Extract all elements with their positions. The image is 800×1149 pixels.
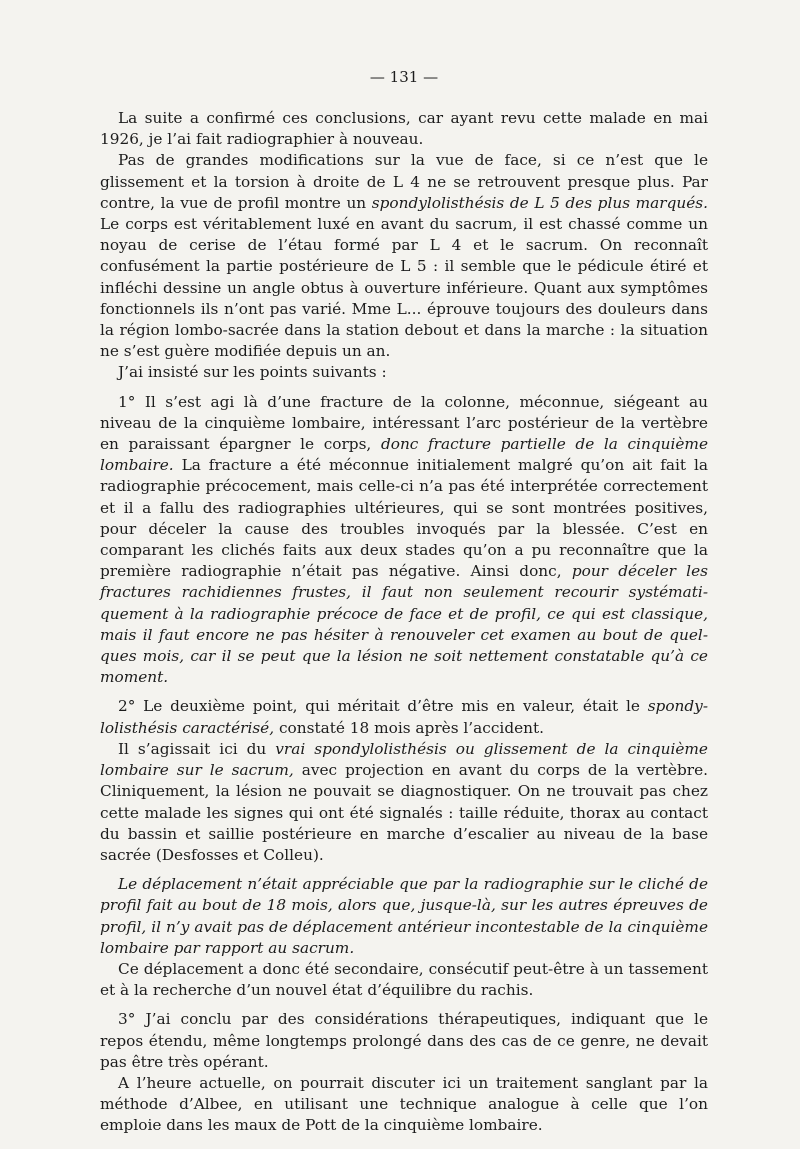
- paragraph: [100, 874, 708, 959]
- text-run: Le corps est véritablement luxé en avant du sacrum, il est chassé comme un noyau de cerise de l’étau formé par L 4 et le sacrum. On reconnaît confusément la partie postérieure de L 5 : il semble que le pédicule étiré et infléchi dessine un angle obtus à ouverture inférieure. Quant aux symptômes fonctionnels ils n’ont pas varié. Mme L... éprouve toujours des douleurs dans la région lombo-sacrée dans la station debout et dans la marche : la situation ne s’est guère modifiée depuis un an.: [100, 215, 708, 361]
- page-number: — 131 —: [369, 68, 439, 86]
- italic-run: Le déplacement n’était appréciable que par la radiographie sur le cliché de profil fait au bout de 18 mois, alors que, jusque-là, sur les autres épreuves de profil, il n’y avait pas de déplacement antérieur incontestable de la cinquième lombaire par rapport au sacrum.: [100, 875, 708, 957]
- paragraph: [100, 392, 708, 689]
- paragraph: [100, 959, 708, 1001]
- text-run: Il s’agissait ici du: [118, 739, 276, 758]
- text-run: La fracture a été méconnue initialement malgré qu’on ait fait la radiographie précocement, mais celle-ci n’a pas été interprétée correctement et il a fallu des radiographies ultérieures, qui se sont montrées positives, pour déceler la cause des troubles invoqués par la blessée. C’est en comparant les clichés faits aux deux stades qu’on a pu reconnaître que la première radiographie n’était pas négative. Ainsi donc,: [100, 456, 708, 581]
- text-run: 3° J’ai conclu par des considérations thérapeutiques, indiquant que le repos étendu, même longtemps prolongé dans des cas de ce genre, ne devait pas être très opérant.: [100, 1010, 708, 1071]
- paragraph: [100, 362, 708, 383]
- text-run: avec projection en avant du corps de la vertèbre. Cliniquement, la lésion ne pouvait se diagnostiquer. On ne trouvait pas chez cette malade les signes qui ont été signalés : taille réduite, thorax au contact du bassin et saillie postérieure en marche d’escalier au niveau de la base sacrée (Desfosses et Colleu).: [100, 761, 708, 864]
- italic-run: spondylolisthésis de L 5 des plus marqués.: [371, 193, 709, 212]
- paragraph: [100, 1009, 708, 1073]
- italic-run: vrai spondylolisthésis ou glissement de la cinquième lombaire sur le sacrum,: [100, 739, 708, 780]
- text-run: 2° Le deuxième point, qui méritait d’être mis en valeur, était le: [118, 697, 648, 716]
- text-run: J’ai insisté sur les points suivants :: [118, 363, 387, 382]
- paragraph: [100, 696, 708, 738]
- text-run: 1° Il s’est agi là d’une fracture de la colonne, méconnue, siégeant au niveau de la cinquième lombaire, intéressant l’arc postérieur de la vertèbre en paraissant épargner le corps,: [100, 392, 708, 454]
- italic-run: pour déceler les fractures rachidiennes frustes, il faut non seulement recourir systématiquement à la radiographie précoce de face et de profil, ce qui est classique, mais il faut encore ne pas hésiter à renouveler cet examen au bout de quelques mois, car il se peut que la lésion ne soit nettement constatable qu’à ce moment.: [100, 562, 708, 687]
- paragraph: [100, 150, 708, 362]
- text-run: A l’heure actuelle, on pourrait discuter ici un traitement sanglant par la méthode d’Albee, en utilisant une technique analogue à celle que l’on emploie dans les maux de Pott de la cinquième lombaire.: [100, 1073, 708, 1135]
- text-run: Ce déplacement a donc été secondaire, consécutif peut-être à un tassement et à la recherche d’un nouvel état d’équilibre du rachis.: [100, 959, 708, 1000]
- text-run: Pas de grandes modifications sur la vue de face, si ce n’est que le glissement et la torsion à droite de L 4 ne se retrouvent presque plus. Par contre, la vue de profil montre un: [100, 151, 708, 212]
- paragraph: [100, 739, 708, 866]
- paragraph: [100, 1073, 708, 1137]
- italic-run: donc fracture partielle de la cinquième lombaire.: [100, 435, 708, 475]
- body-text: [100, 108, 708, 1137]
- text-run: constaté 18 mois après l’accident.: [274, 718, 545, 737]
- italic-run: spondylolisthésis caractérisé,: [100, 697, 708, 737]
- text-run: La suite a confirmé ces conclusions, car ayant revu cette malade en mai 1926, je l’ai fait radiographier à nouveau.: [100, 109, 708, 149]
- paragraph: [100, 108, 708, 150]
